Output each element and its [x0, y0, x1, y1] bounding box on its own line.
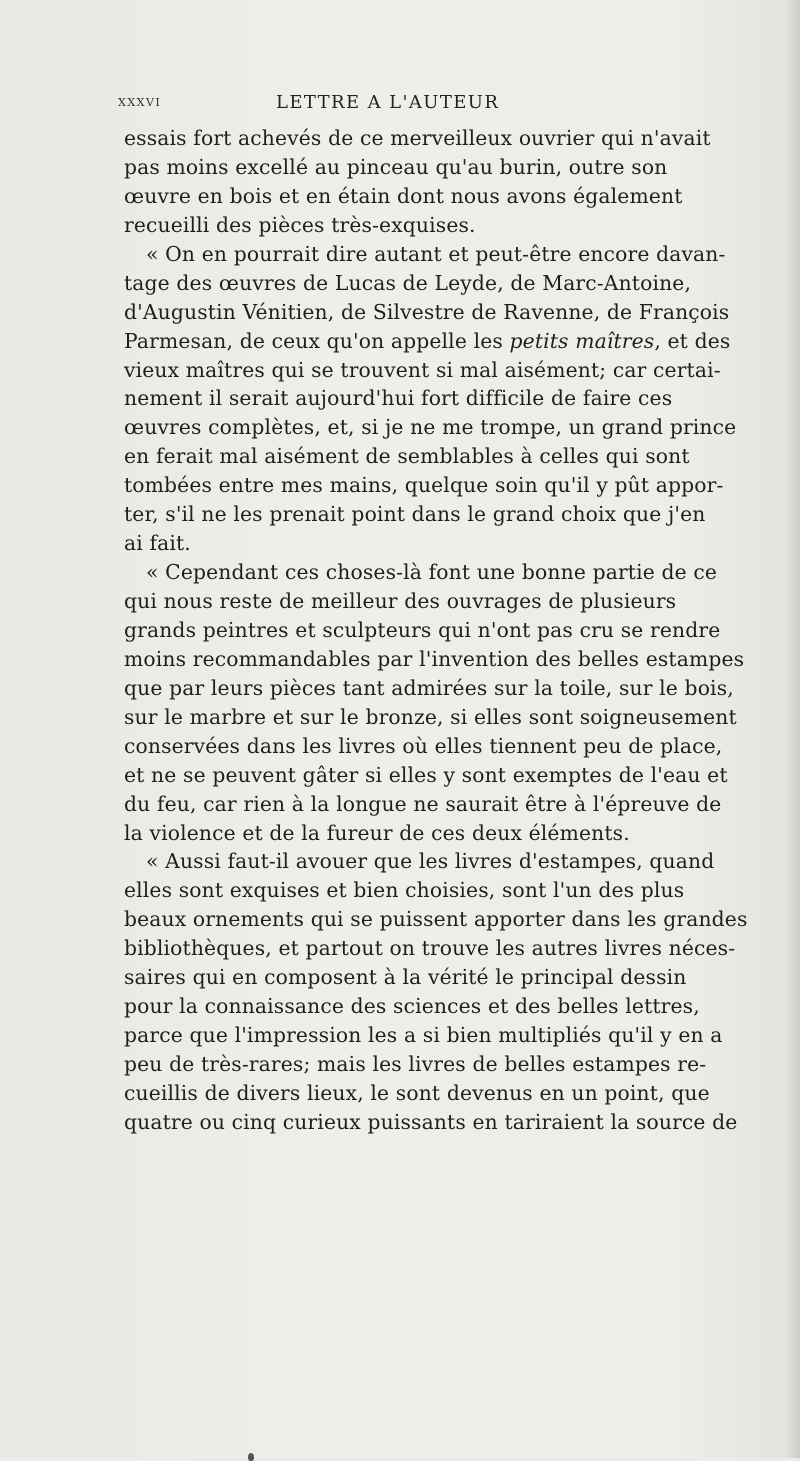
- text-line: nement il serait aujourd'hui fort difficile de faire ces: [124, 386, 673, 411]
- page-number: XXXVI: [118, 96, 162, 109]
- text-line: tombées entre mes mains, quelque soin qu'il y pût appor-: [124, 473, 724, 498]
- text-line: recueilli des pièces très-exquises.: [124, 212, 476, 237]
- text-line: moins recommandables par l'invention des belles estampes: [124, 646, 745, 671]
- running-head: LETTRE A L'AUTEUR: [276, 92, 500, 113]
- text-line: que par leurs pièces tant admirées sur la toile, sur le bois,: [124, 675, 734, 700]
- text-line: qui nous reste de meilleur des ouvrages de plusieurs: [124, 589, 677, 613]
- text-line: du feu, car rien à la longue ne saurait être à l'épreuve de: [124, 791, 722, 816]
- text-line: cueillis de divers lieux, le sont devenus en un point, que: [124, 1080, 710, 1105]
- text-line: œuvres complètes, et, si je ne me trompe, un grand prince: [124, 415, 737, 440]
- text-line: saires qui en composent à la vérité le principal dessin: [124, 965, 687, 990]
- page-header: [118, 92, 800, 118]
- text-line: « Cependant ces choses-là font une bonne partie de ce: [146, 560, 718, 585]
- ink-mark: [248, 1453, 254, 1461]
- text-line: d'Augustin Vénitien, de Silvestre de Ravenne, de François: [124, 299, 730, 324]
- text-line: quatre ou cinq curieux puissants en tariraient la source de: [124, 1109, 738, 1134]
- text-line: en ferait mal aisément de semblables à celles qui sont: [124, 444, 690, 469]
- italic-term: petits maîtres: [509, 328, 655, 353]
- text-line: essais fort achevés de ce merveilleux ouvrier qui n'avait: [124, 126, 711, 150]
- text-line: peu de très-rares; mais les livres de belles estampes re-: [124, 1052, 707, 1076]
- page-edge-shadow: [786, 0, 800, 1458]
- text-segment: Parmesan, de ceux qu'on appelle les: [124, 328, 503, 353]
- text-line: pour la connaissance des sciences et des belles lettres,: [124, 994, 700, 1019]
- text-line: « Aussi faut-il avouer que les livres d'estampes, quand: [146, 849, 715, 874]
- text-line: grands peintres et sculpteurs qui n'ont pas cru se rendre: [124, 617, 721, 642]
- text-line: beaux ornements qui se puissent apporter dans les grandes: [124, 907, 748, 932]
- text-segment: , et des: [654, 328, 731, 353]
- text-line: la violence et de la fureur de ces deux éléments.: [124, 820, 630, 845]
- text-line: œuvre en bois et en étain dont nous avons également: [124, 183, 683, 208]
- body-text: [124, 124, 748, 1137]
- text-line: ai fait.: [124, 531, 191, 556]
- text-line: vieux maîtres qui se trouvent si mal aisément; car certai-: [124, 357, 721, 382]
- text-line: conservées dans les livres où elles tiennent peu de place,: [124, 733, 723, 758]
- text-line: tage des œuvres de Lucas de Leyde, de Marc-Antoine,: [124, 270, 692, 295]
- text-line: pas moins excellé au pinceau qu'au burin, outre son: [124, 154, 668, 179]
- text-line: elles sont exquises et bien choisies, sont l'un des plus: [124, 878, 685, 903]
- text-line: parce que l'impression les a si bien multipliés qu'il y en a: [124, 1023, 723, 1048]
- text-line: sur le marbre et sur le bronze, si elles sont soigneusement: [124, 704, 737, 729]
- text-line: bibliothèques, et partout on trouve les autres livres néces-: [124, 936, 736, 961]
- text-line: et ne se peuvent gâter si elles y sont exemptes de l'eau et: [124, 762, 728, 787]
- text-line: « On en pourrait dire autant et peut-être encore davan-: [146, 241, 726, 266]
- text-line: ter, s'il ne les prenait point dans le grand choix que j'en: [124, 502, 706, 527]
- text-line-with-italic: [124, 327, 731, 356]
